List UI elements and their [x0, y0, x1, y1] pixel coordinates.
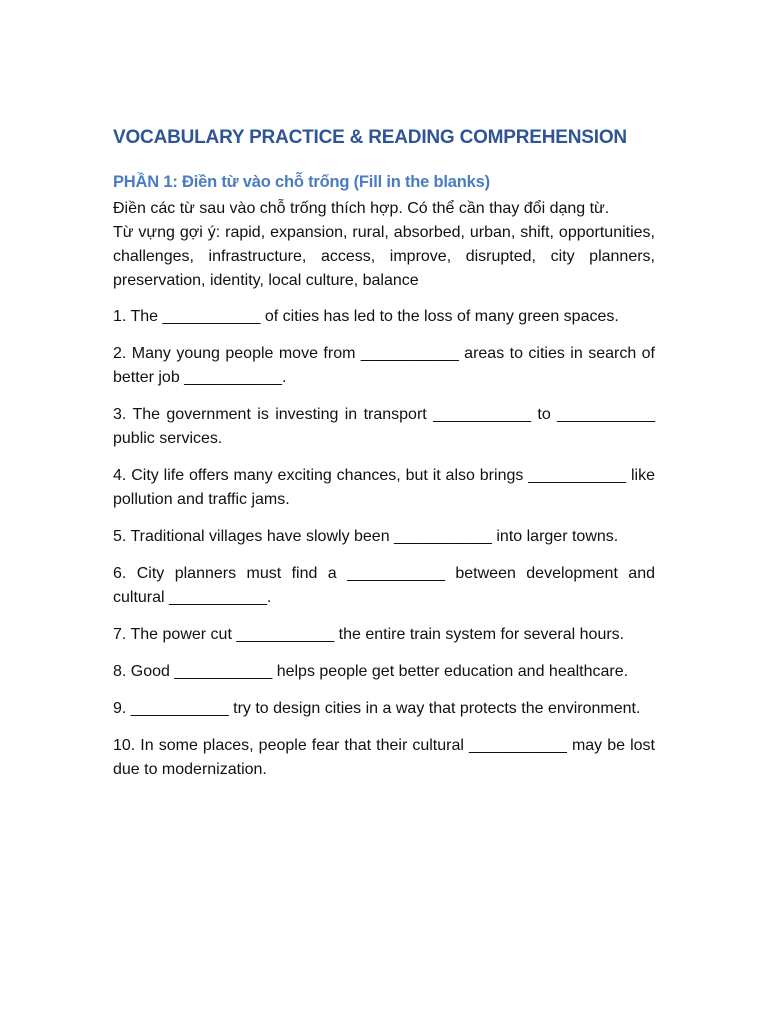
exercise-item-5: 5. Traditional villages have slowly been ___________ into larger towns. [113, 528, 619, 545]
section-1-body [113, 197, 655, 782]
document-title: VOCABULARY PRACTICE & READING COMPREHENSION [113, 127, 627, 148]
exercise-item-10: 10. In some places, people fear that their cultural ___________ may be lost due to modernization. [113, 737, 655, 778]
exercise-item-3: 3. The government is investing in transport ___________ to ___________ public services. [113, 406, 655, 447]
exercise-item-9: 9. ___________ try to design cities in a way that protects the environment. [113, 700, 641, 717]
exercise-item-4: 4. City life offers many exciting chances, but it also brings ___________ like pollution and traffic jams. [113, 467, 655, 508]
exercise-item-1: 1. The ___________ of cities has led to the loss of many green spaces. [113, 308, 619, 325]
instruction-text: Điền các từ sau vào chỗ trống thích hợp. Có thể cần thay đổi dạng từ. [113, 200, 610, 217]
section-1-heading: PHẦN 1: Điền từ vào chỗ trống (Fill in the blanks) [113, 173, 490, 191]
exercise-list [113, 305, 655, 782]
exercise-item-7: 7. The power cut ___________ the entire train system for several hours. [113, 626, 625, 643]
word-bank-text: Từ vựng gợi ý: rapid, expansion, rural, absorbed, urban, shift, opportunities, challenges, infrastructure, access, improve, disrupted, city planners, preservation, identity, local culture, balance [113, 224, 655, 289]
exercise-item-8: 8. Good ___________ helps people get better education and healthcare. [113, 663, 629, 680]
exercise-item-6: 6. City planners must find a ___________ between development and cultural ___________. [113, 565, 655, 606]
exercise-item-2: 2. Many young people move from ___________ areas to cities in search of better job ___________. [113, 345, 655, 386]
